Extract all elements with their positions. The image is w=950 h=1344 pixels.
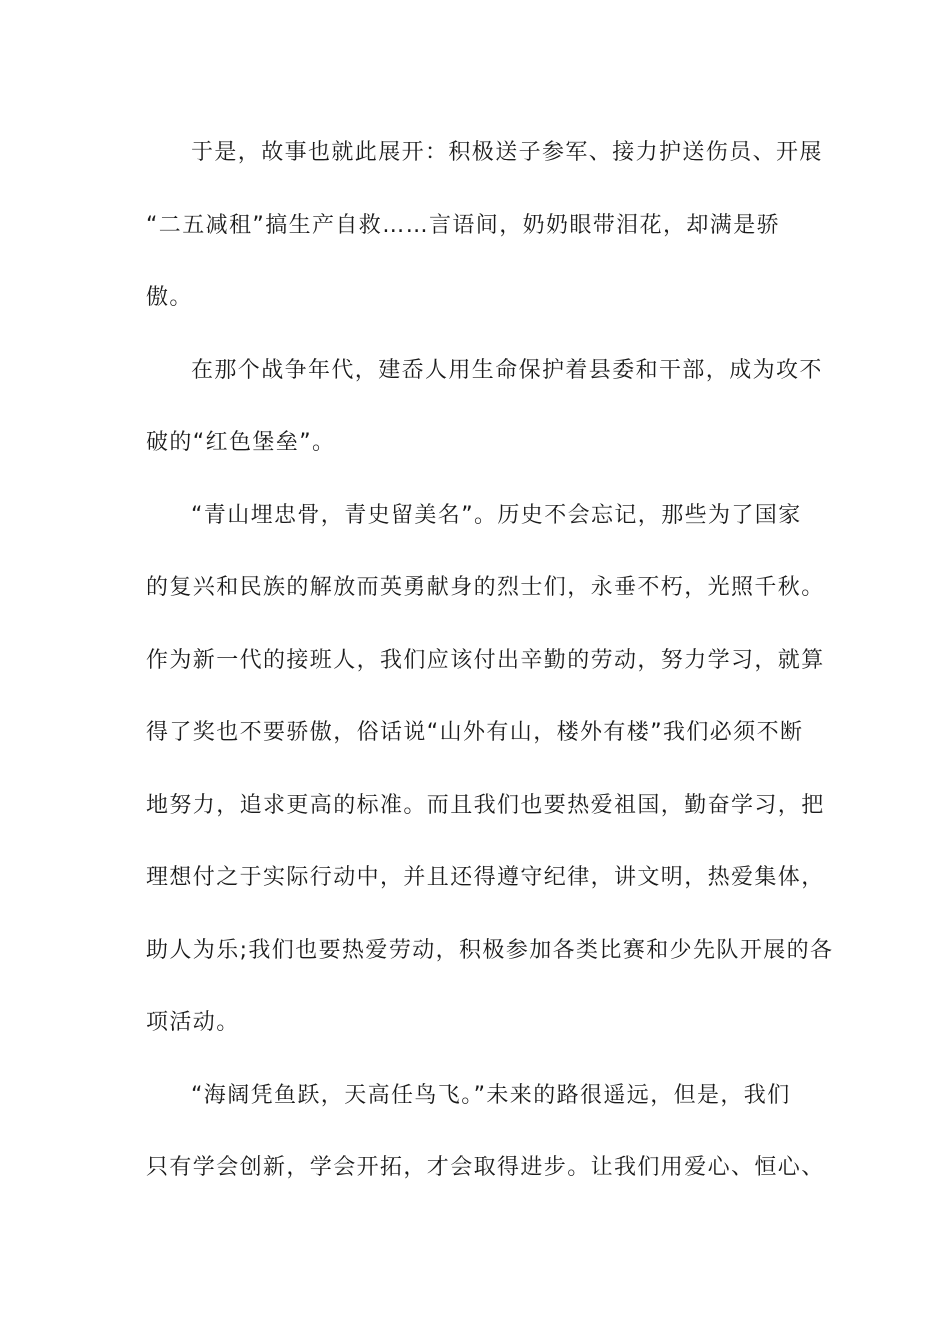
- text-line: 在那个战争年代，建岙人用生命保护着县委和干部，成为攻不: [191, 357, 823, 383]
- text-line: 理想付之于实际行动中，并且还得遵守纪律，讲文明，热爱集体，: [146, 865, 825, 890]
- text-line: “二五减租”搞生产自救……言语间，奶奶眼带泪花，却满是骄: [146, 212, 780, 238]
- text-line: 得了奖也不要骄傲，俗话说“山外有山，楼外有楼”我们必须不断: [146, 720, 804, 745]
- text-line: 项活动。: [146, 1010, 240, 1035]
- text-line: 于是，故事也就此展开：积极送子参军、接力护送伤员、开展: [191, 140, 823, 165]
- text-line: 的复兴和民族的解放而英勇献身的烈士们，永垂不朽，光照千秋。: [146, 575, 825, 600]
- text-line: 助人为乐;我们也要热爱劳动，积极参加各类比赛和少先队开展的各: [146, 937, 834, 963]
- paragraph-4: [146, 1074, 825, 1219]
- text-line: 地努力，追求更高的标准。而且我们也要热爱祖国，勤奋学习，把: [146, 792, 825, 818]
- paragraph-2: [146, 349, 823, 494]
- text-line: 只有学会创新，学会开拓，才会取得进步。让我们用爱心、恒心、: [146, 1155, 825, 1180]
- text-line: 作为新一代的接班人，我们应该付出辛勤的劳动，努力学习，就算: [146, 647, 825, 673]
- text-line: 傲。: [146, 285, 193, 310]
- paragraph-3: [146, 494, 834, 1074]
- text-line: “海阔凭鱼跃，天高任鸟飞。”未来的路很遥远，但是，我们: [191, 1082, 791, 1108]
- paragraph-1: [146, 131, 823, 349]
- text-line: 破的“红色堡垒”。: [146, 430, 336, 455]
- body-text: [146, 131, 834, 1219]
- text-line: “青山埋忠骨，青史留美名”。历史不会忘记，那些为了国家: [191, 502, 802, 528]
